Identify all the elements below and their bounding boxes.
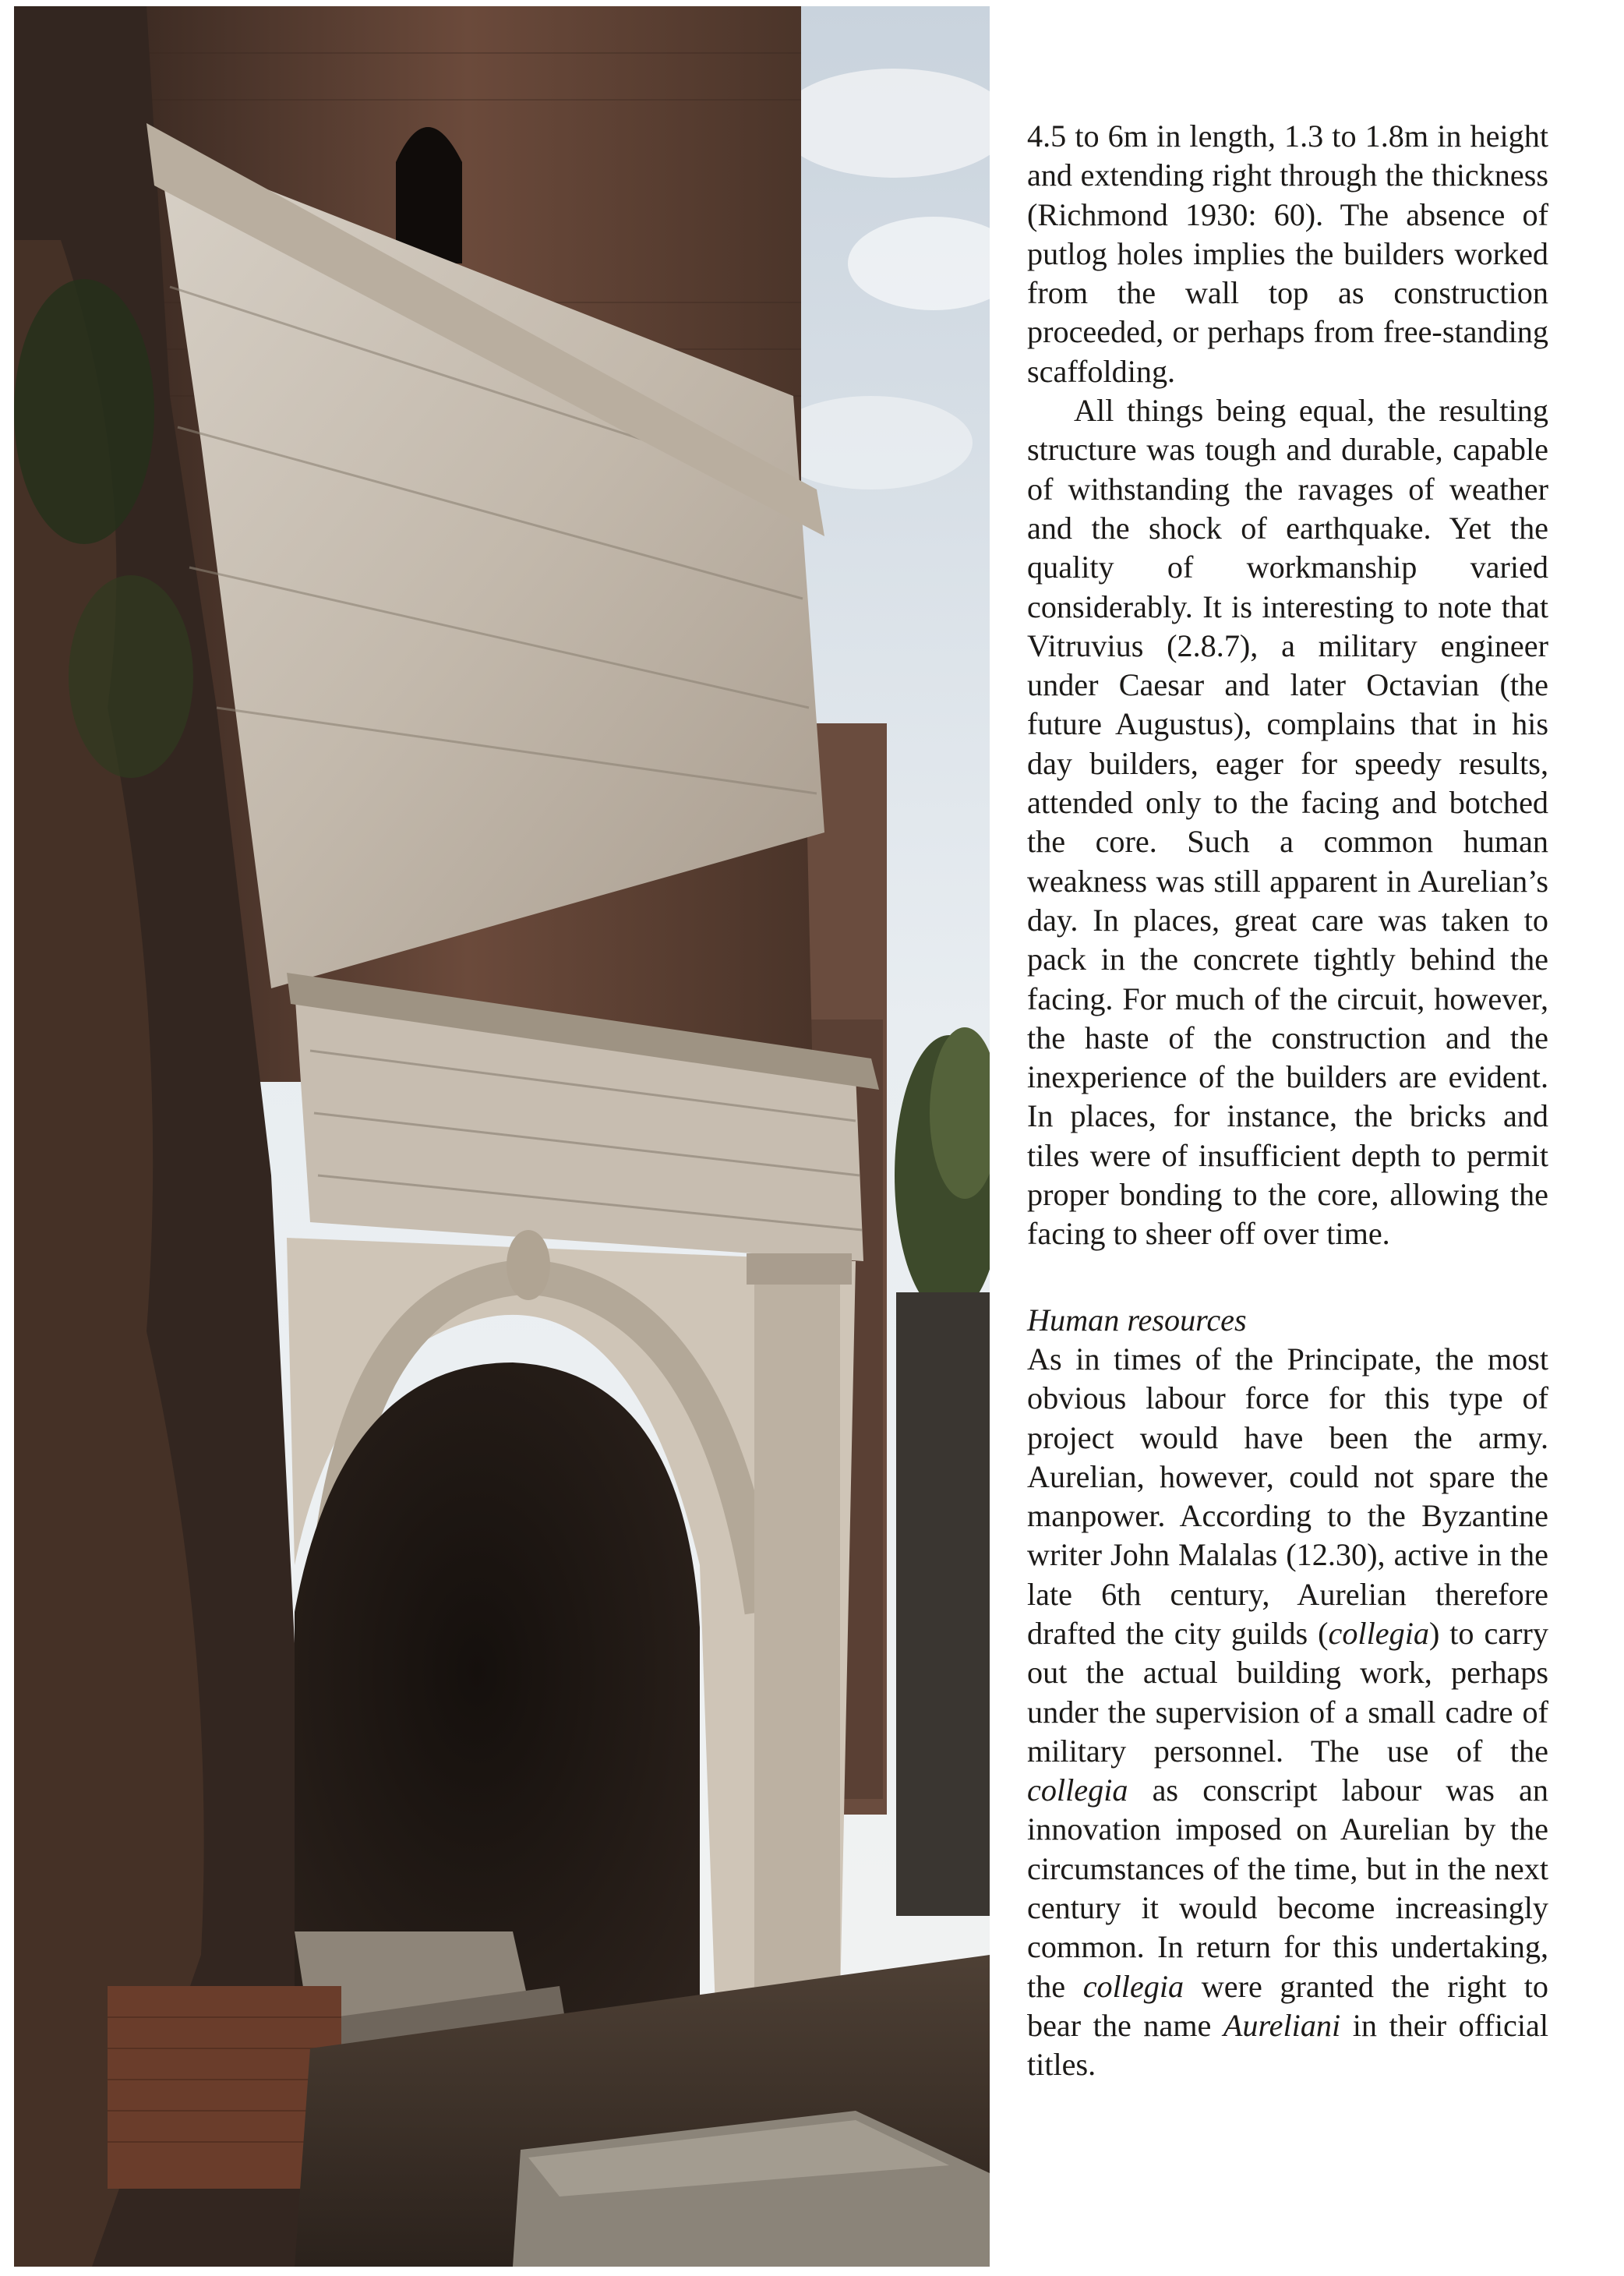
p3-latin-term: collegia [1328,1615,1429,1651]
section-heading: Human resources [1027,1302,1247,1338]
section-spacer [1027,1254,1548,1301]
gateway-photo-illustration [14,6,990,2267]
p3-text: in their official titles. [1027,2007,1548,2083]
paragraph-2: All things being equal, the resulting structure was tough and durable, capable of withstanding the ravages of weather and the shock of earthquake. Yet the quality of workmanship varied considerably. It is interesting to note that Vitruvius (2.8.7), a military engineer under Caesar and later Octavian (the future Augustus), complains that in his day builders, eager for speedy results, attended only to the facing and botched the core. Such a common human weakness was still apparent in Aurelian’s day. In places, great care was taken to pack in the concrete tightly behind the facing. For much of the circuit, however, the haste of the construction and the inexperience of the builders are evident. In places, for instance, the bricks and tiles were of insufficient depth to permit proper bonding to the core, allowing the facing to sheer off over time. [1027,393,1548,1252]
p3-latin-term: Aureliani [1223,2007,1341,2043]
article-text-column [1027,117,1548,2085]
photograph [14,6,990,2267]
p3-text: As in times of the Principate, the most obvious labour force for this type of project would have been the army. Aurelian, however, could not spare the manpower. According to the Byzantine writer John Malalas (12.30), active in the late 6th century, Aurelian therefore drafted the city guilds ( [1027,1341,1548,1651]
p3-latin-term: collegia [1027,1772,1128,1808]
paragraph-1: 4.5 to 6m in length, 1.3 to 1.8m in height and extending right through the thickness (Richmond 1930: 60). The absence of putlog holes implies the builders worked from the wall top as construction proceeded, or perhaps from free-standing scaffolding. [1027,118,1548,389]
paragraph-3 [1027,1340,1548,2085]
p3-text: as conscript labour was an innovation imposed on Aurelian by the circumstances of the time, but in the next century it would become increasingly common. In return for this undertaking, the [1027,1772,1548,2004]
p3-text: ) to carry out the actual building work, perhaps under the supervision of a small cadre of military personnel. The use of the [1027,1615,1548,1769]
p3-latin-term: collegia [1082,1968,1184,2004]
pilaster [754,1269,840,2009]
tower-window [396,127,462,263]
p3-text: were granted the right to bear the name [1027,1968,1548,2043]
